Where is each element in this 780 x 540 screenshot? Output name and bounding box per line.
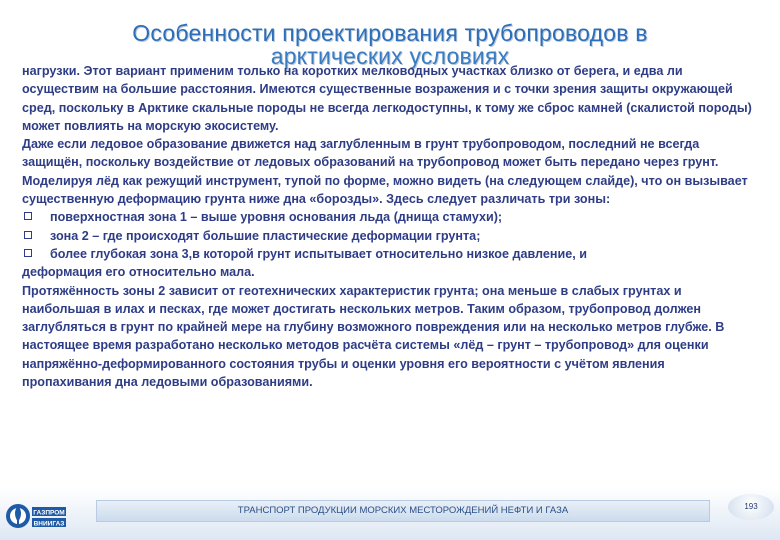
bullet-text-2: зона 2 – где происходят большие пластические деформации грунта;: [50, 228, 481, 243]
footer-caption: ТРАНСПОРТ ПРОДУКЦИИ МОРСКИХ МЕСТОРОЖДЕНИЙ НЕФТИ И ГАЗА: [96, 500, 710, 522]
gazprom-vniigaz-logo: [4, 492, 68, 534]
square-bullet-icon: [24, 249, 32, 257]
slide-title-line2: арктических условиях: [270, 43, 510, 69]
logo-text-line1: ГАЗПРОМ: [33, 509, 65, 517]
bullet-item-1: [22, 208, 752, 226]
bullet-text-1: поверхностная зона 1 – выше уровня основания льда (днища стамухи);: [50, 210, 503, 225]
square-bullet-icon: [24, 231, 32, 239]
bullet-3-continuation: деформация его относительно мала.: [22, 265, 255, 280]
paragraph-1: нагрузки. Этот вариант применим только на коротких мелководных участках близко от берега, и едва ли осуществим на большие расстояния. Имеются существенные возражения и с точки зрения защиты окружающей сред, поскольку в Арктике скальные породы не всегда легкодоступны, к тому же сброс камней (скалистой породы) может повлиять на морскую экосистему.: [22, 64, 752, 133]
logo-text-line2: ВНИИГАЗ: [33, 520, 65, 528]
bullet-item-2: [22, 227, 752, 245]
square-bullet-icon: [24, 212, 32, 220]
slide-footer: [0, 488, 780, 540]
page-number: 193: [728, 494, 774, 520]
bullet-item-3: [22, 245, 752, 263]
bullet-text-3: более глубокая зона 3,в которой грунт испытывает относительно низкое давление, и: [50, 246, 587, 261]
gazprom-flame-icon: [6, 504, 30, 528]
slide-title-line1: Особенности проектирования трубопроводов в: [132, 20, 648, 46]
slide-body: [22, 62, 752, 462]
paragraph-3: Протяжённость зоны 2 зависит от геотехнических характеристик грунта; она меньше в слабых грунтах и наибольшая в илах и песках, где может достигать нескольких метров. Таким образом, трубопровод должен заглубляться в грунт по крайней мере на глубину возможного повреждения или на несколько метров глубже. В настоящее время разработано несколько методов расчёта системы «лёд – грунт – трубопровод» для оценки напряжённо-деформированного состояния трубы и оценки уровня его вероятности с учётом явления пропахивания дна ледовыми образованиями.: [22, 283, 725, 390]
paragraph-2: Даже если ледовое образование движется над заглубленным в грунт трубопроводом, последний не всегда защищён, поскольку воздействие от ледовых образований на трубопровод может быть передано через грунт. Моделируя лёд как режущий инструмент, тупой по форме, можно видеть (на следующем слайде), что он вызывает существенную деформацию грунта ниже дна «борозды». Здесь следует различать три зоны:: [22, 137, 748, 207]
